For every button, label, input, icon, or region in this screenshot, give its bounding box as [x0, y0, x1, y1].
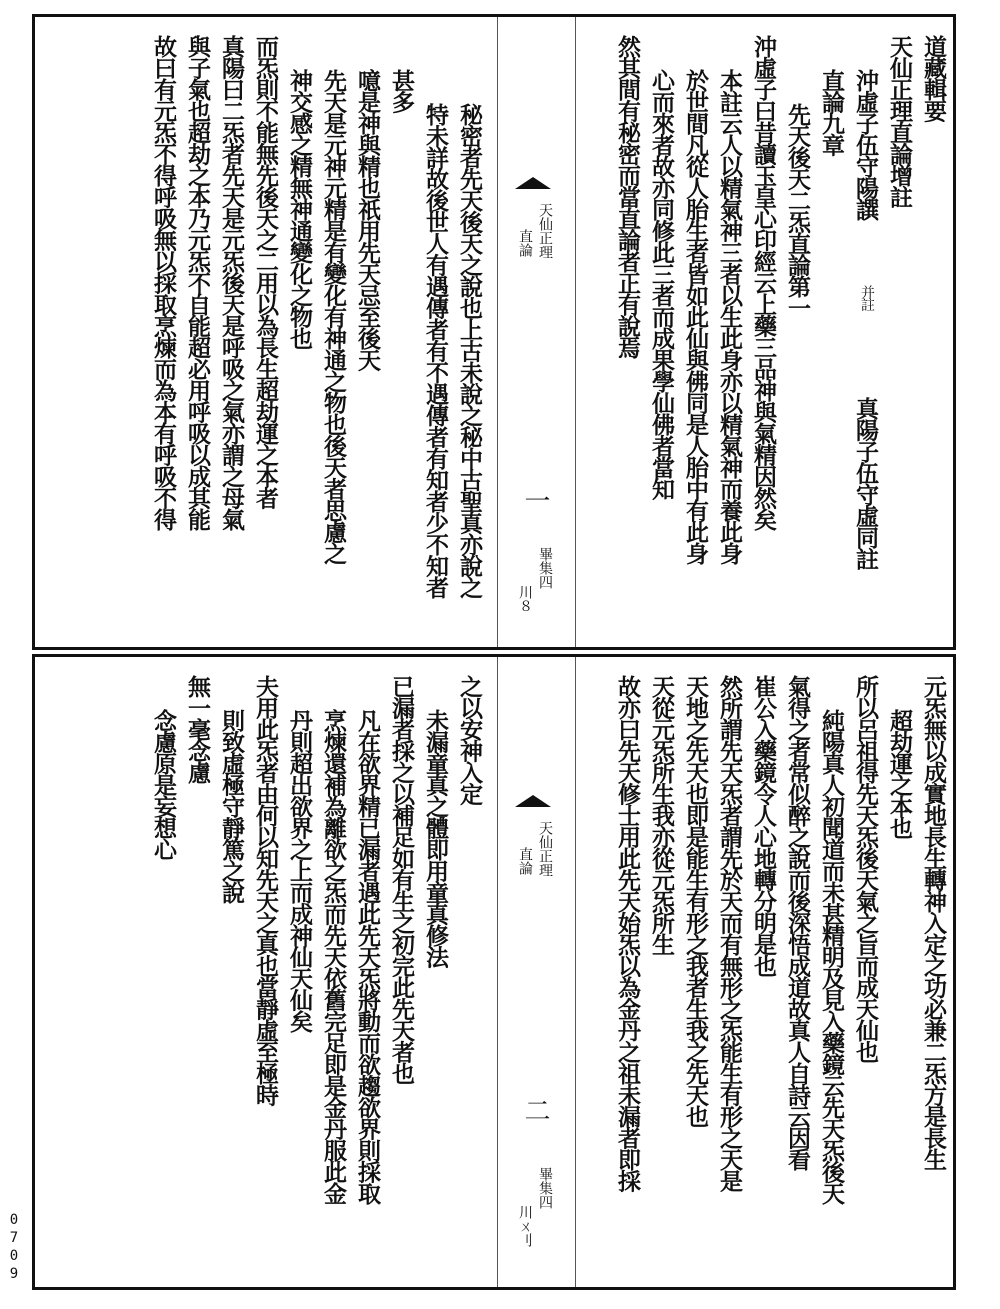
- text-column: 於世間凡從人胎生者皆如此仙與佛同是人胎中有此身: [682, 69, 709, 564]
- lower-half-page: [32, 654, 956, 1290]
- fishtail-mark: [515, 177, 551, 189]
- chapter-heading: 先天後天二炁直論第一: [784, 103, 811, 318]
- text-column: 無一毫念慮: [184, 675, 211, 783]
- center-fold-rule: [497, 17, 498, 647]
- text-column: 故曰有元炁不得呼吸無以採取烹煉而為本有呼吸不得: [150, 35, 177, 530]
- text-column: 元炁無以成實地長生轉神入定之功必兼二炁方是長生: [920, 675, 947, 1170]
- text-column: 丹則超出欲界之上而成神仙天仙矣: [286, 709, 313, 1032]
- text-column: 所以呂祖得先天炁後天氣之旨而成天仙也: [852, 675, 879, 1062]
- text-column: 特未詳故後世人有遇傳者有不遇傳者有知者少不知者: [422, 103, 449, 598]
- text-column: 超劫運之本也: [886, 709, 913, 838]
- text-column: 天地之先天也即是能生有形之我者生我之先天也: [682, 675, 709, 1127]
- text-column: 夫用此炁者由何以知先天之真也當靜虛至極時: [252, 675, 279, 1105]
- text-column: 先天是元神元精是有變化有神通之物也後天者思慮之: [320, 69, 347, 564]
- text-column: 已漏者採之以補足如有生之初完此先天者也: [388, 675, 415, 1084]
- text-column: 純陽真人初聞道而未甚精明及見入藥鏡云先天炁後天: [818, 709, 845, 1204]
- center-fold-title: 天仙正理: [537, 203, 553, 259]
- center-fold-subtitle: 直論: [517, 847, 533, 875]
- text-column: 神交感之精無神通變化之物也: [286, 69, 313, 349]
- text-column: 故亦曰先天修士用此先天始炁以為金丹之祖未漏者即採: [614, 675, 641, 1191]
- text-column: 與子氣也超劫之本乃元炁不自能超必用呼吸以成其能: [184, 35, 211, 530]
- text-column: 念慮原是妄想心: [150, 709, 177, 860]
- upper-half-page: [32, 14, 956, 650]
- text-column: 真陽曰二炁者先天是元炁後天是呼吸之氣亦謂之母氣: [218, 35, 245, 530]
- text-column: 崔公入藥鏡令人心地轉分明是也: [750, 675, 777, 976]
- author-line: 沖虛子伍守陽譔: [852, 69, 879, 220]
- text-column: 噫是神與精也祇用先天忌至後天: [354, 69, 381, 370]
- section-heading: 直論九章: [818, 69, 845, 155]
- center-fold-subtitle: 直論: [517, 229, 533, 257]
- text-column: 烹煉還補為離欲之炁而先天依舊完足即是金丹服此金: [320, 709, 347, 1204]
- author-note: 并註: [859, 285, 875, 310]
- center-fold-number: 二: [520, 1097, 550, 1123]
- annotator-line: 真陽子伍守虛同註: [852, 397, 879, 569]
- page-number: 0709: [6, 1212, 22, 1284]
- center-fold-title: 天仙正理: [537, 821, 553, 877]
- text-column: 則致虛極守靜篤之說: [218, 709, 245, 903]
- text-column: 天從元炁所生我亦從元炁所生: [648, 675, 675, 955]
- center-fold-rule: [497, 657, 498, 1287]
- collection-title: 道藏輯要: [920, 35, 947, 121]
- center-fold-rule: [575, 17, 576, 647]
- text-column: 心而來者故亦同修此三者而成果學仙佛者當知: [648, 69, 675, 499]
- center-fold-number: 一: [520, 487, 550, 513]
- center-fold-page: 川８: [517, 585, 533, 613]
- center-fold-collection: 畢集四: [537, 547, 553, 589]
- text-column: 而炁則不能無先後天之二用以為長生超劫運之本者: [252, 35, 279, 508]
- text-column: 之以安神入定: [456, 675, 483, 804]
- text-column: 然其間有秘密而當直論者正有說焉: [614, 35, 641, 358]
- text-column: 未漏童真之體即用童真修法: [422, 709, 449, 967]
- center-fold-rule: [575, 657, 576, 1287]
- center-fold-page: 川ㄨ刂: [517, 1205, 533, 1247]
- text-column: 氣得之者常似醉之說而後深悟成道故真人自詩云因看: [784, 675, 811, 1170]
- text-column: 然所謂先天炁者謂先於天而有無形之炁能生有形之天是: [716, 675, 743, 1191]
- text-column: 甚多: [388, 69, 415, 112]
- center-fold-collection: 畢集四: [537, 1167, 553, 1209]
- fishtail-mark: [515, 795, 551, 807]
- text-column: 秘密者先天後天之說也上古未說之秘中古聖真亦說之: [456, 103, 483, 598]
- text-column: 凡在欲界精已漏者遇此先天炁將動而欲趨欲界則採取: [354, 709, 381, 1204]
- text-column: 沖虛子曰昔讀玉皇心印經云上藥三品神與氣精因然矣: [750, 35, 777, 530]
- book-title: 天仙正理直論增註: [886, 35, 913, 207]
- text-column: 本註云人以精氣神三者以生此身亦以精氣神而養此身: [716, 69, 743, 564]
